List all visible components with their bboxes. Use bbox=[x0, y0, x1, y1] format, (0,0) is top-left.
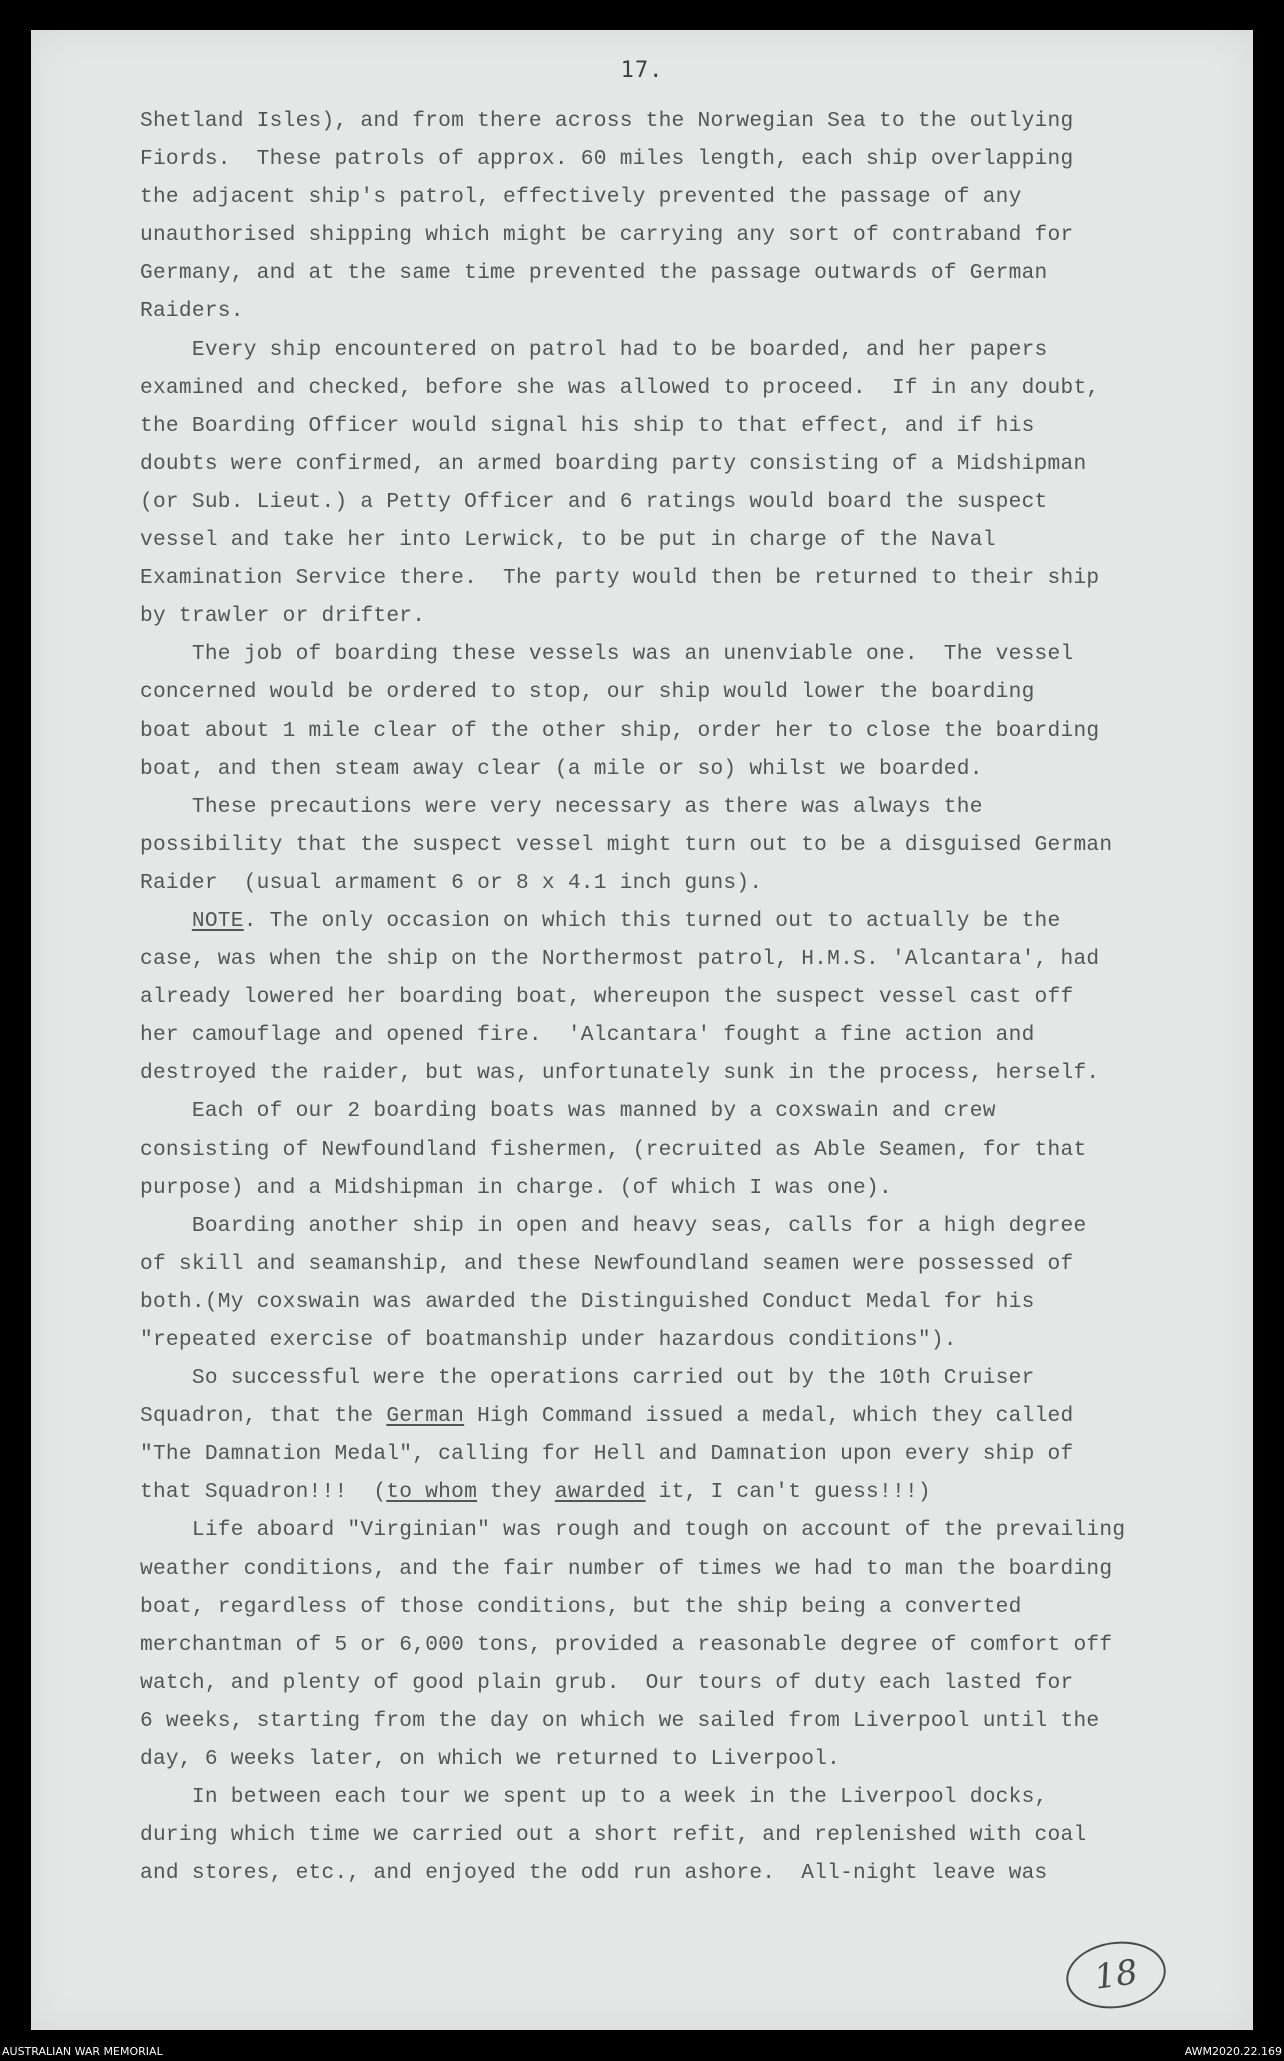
text-line: Shetland Isles), and from there across the Norwegian Sea to the outlying bbox=[140, 109, 1074, 133]
text-line: watch, and plenty of good plain grub. Our tours of duty each lasted for bbox=[140, 1670, 1074, 1695]
text-line: Germany, and at the same time prevented the passage outwards of German bbox=[140, 261, 1048, 286]
text-line: These precautions were very necessary as there was always the bbox=[140, 794, 983, 819]
text-line: her camouflage and opened fire. 'Alcantara' fought a fine action and bbox=[140, 1023, 1035, 1048]
body-text bbox=[140, 102, 1220, 1892]
text-line: Squadron, that the German High Command issued a medal, which they called bbox=[140, 1404, 1074, 1429]
handwritten-folio-number bbox=[1062, 1935, 1170, 2014]
text-line: doubts were confirmed, an armed boarding party consisting of a Midshipman bbox=[140, 451, 1087, 476]
text-line: merchantman of 5 or 6,000 tons, provided a reasonable degree of comfort off bbox=[140, 1632, 1113, 1657]
text-line: consisting of Newfoundland fishermen, (recruited as Able Seamen, for that bbox=[140, 1137, 1087, 1162]
text-line: Every ship encountered on patrol had to be boarded, and her papers bbox=[140, 337, 1048, 362]
text-line: "repeated exercise of boatmanship under hazardous conditions"). bbox=[140, 1328, 957, 1352]
text-line: Raiders. bbox=[140, 299, 244, 324]
text-line: by trawler or drifter. bbox=[140, 604, 426, 629]
text-line: (or Sub. Lieut.) a Petty Officer and 6 ratings would board the suspect bbox=[140, 489, 1048, 514]
text-line: both.(My coxswain was awarded the Distinguished Conduct Medal for his bbox=[140, 1289, 1035, 1314]
text-line: during which time we carried out a short refit, and replenished with coal bbox=[140, 1823, 1087, 1848]
text-line: that Squadron!!! (to whom they awarded it, I can't guess!!!) bbox=[140, 1480, 931, 1505]
text-line: Fiords. These patrols of approx. 60 miles length, each ship overlapping bbox=[140, 147, 1074, 172]
underlined-text: NOTE bbox=[191, 908, 244, 933]
text-line: and stores, etc., and enjoyed the odd run ashore. All-night leave was bbox=[140, 1861, 1048, 1886]
underlined-text: to whom bbox=[386, 1480, 478, 1505]
text-line: Life aboard "Virginian" was rough and tough on account of the prevailing bbox=[140, 1518, 1126, 1543]
text-line: The job of boarding these vessels was an unenviable one. The vessel bbox=[140, 642, 1074, 667]
text-line: day, 6 weeks later, on which we returned to Liverpool. bbox=[140, 1747, 841, 1772]
text-line: "The Damnation Medal", calling for Hell and Damnation upon every ship of bbox=[140, 1442, 1074, 1467]
text-line: possibility that the suspect vessel might turn out to be a disguised German bbox=[140, 832, 1113, 857]
text-line: the Boarding Officer would signal his ship to that effect, and if his bbox=[140, 413, 1035, 438]
underlined-text: German bbox=[386, 1404, 465, 1429]
typed-page bbox=[31, 30, 1253, 2030]
archive-credit: AUSTRALIAN WAR MEMORIAL bbox=[2, 2045, 163, 2058]
archive-reference: AWM2020.22.169 bbox=[1184, 2045, 1282, 2058]
text-line: the adjacent ship's patrol, effectively prevented the passage of any bbox=[140, 185, 1022, 210]
text-line: examined and checked, before she was allowed to proceed. If in any doubt, bbox=[140, 375, 1100, 400]
text-line: In between each tour we spent up to a week in the Liverpool docks, bbox=[140, 1785, 1048, 1810]
text-line: 6 weeks, starting from the day on which we sailed from Liverpool until the bbox=[140, 1708, 1100, 1733]
text-line: of skill and seamanship, and these Newfoundland seamen were possessed of bbox=[140, 1251, 1074, 1276]
text-line: So successful were the operations carried out by the 10th Cruiser bbox=[140, 1366, 1035, 1391]
text-line: Boarding another ship in open and heavy seas, calls for a high degree bbox=[140, 1213, 1087, 1238]
text-line: vessel and take her into Lerwick, to be put in charge of the Naval bbox=[140, 528, 996, 553]
text-line: weather conditions, and the fair number of times we had to man the boarding bbox=[140, 1556, 1113, 1581]
text-line: already lowered her boarding boat, whereupon the suspect vessel cast off bbox=[140, 985, 1074, 1010]
text-line: unauthorised shipping which might be carrying any sort of contraband for bbox=[140, 223, 1074, 248]
text-line: boat about 1 mile clear of the other ship, order her to close the boarding bbox=[140, 718, 1100, 743]
text-line: concerned would be ordered to stop, our ship would lower the boarding bbox=[140, 680, 1035, 705]
text-line: Raider (usual armament 6 or 8 x 4.1 inch guns). bbox=[140, 870, 763, 895]
text-line: boat, and then steam away clear (a mile or so) whilst we boarded. bbox=[140, 756, 983, 781]
text-line: destroyed the raider, but was, unfortunately sunk in the process, herself. bbox=[140, 1061, 1100, 1086]
text-line: case, was when the ship on the Northermost patrol, H.M.S. 'Alcantara', had bbox=[140, 947, 1100, 972]
underlined-text: awarded bbox=[554, 1480, 646, 1505]
folio-number-text: 18 bbox=[1091, 1952, 1141, 1998]
text-line: boat, regardless of those conditions, but the ship being a converted bbox=[140, 1594, 1022, 1619]
text-line: Examination Service there. The party would then be returned to their ship bbox=[140, 566, 1100, 591]
text-line: purpose) and a Midshipman in charge. (of which I was one). bbox=[140, 1175, 892, 1200]
text-line: Each of our 2 boarding boats was manned by a coxswain and crew bbox=[140, 1099, 996, 1124]
page-number: 17. bbox=[620, 58, 664, 83]
text-line: NOTE. The only occasion on which this turned out to actually be the bbox=[191, 908, 1061, 933]
